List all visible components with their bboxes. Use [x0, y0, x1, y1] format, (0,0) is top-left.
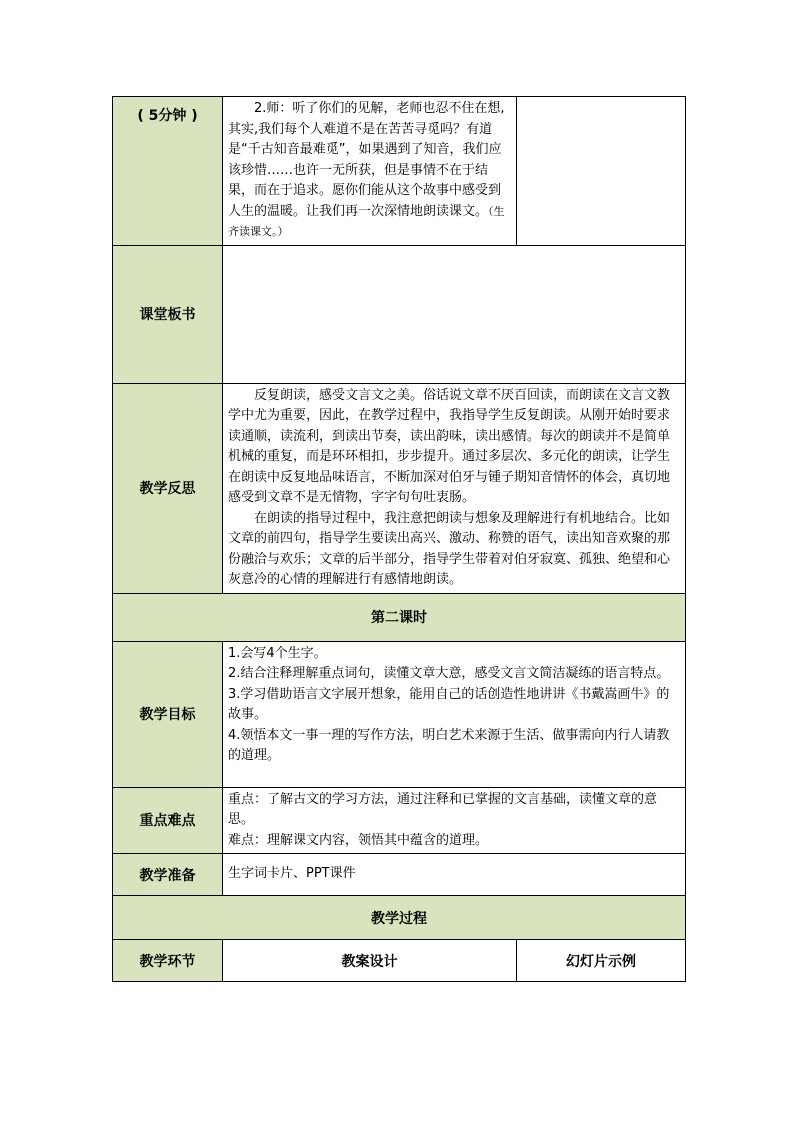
reflection-paragraph: 反复朗读，感受文言文之美。俗话说文章不厌百回读，而朗读在文言文教学中尤为重要，因此，在教学过程中，我指导学生反复朗读。从刚开始时要求读通顺，读流利，到读出节奏，读出韵味，读出感情。每次的朗读并不是简单机械的重复，而是环环相扣，步步提升。通过多层次、多元化的朗读，让学生在朗读中反复地品味语言，不断加深对伯牙与锺子期知音情怀的体会，真切地感受到文章不是无情物，字字句句吐衷肠。	[228, 387, 671, 505]
objective-item: 3.学习借助语言文字展开想象，能用自己的话创造性地讲讲《书戴嵩画牛》的故事。	[228, 686, 670, 722]
reflection-content	[223, 383, 686, 593]
board-label-text: 课堂板书	[139, 307, 196, 323]
process-title-text: 教学过程	[371, 910, 427, 927]
stage-header	[113, 940, 223, 982]
reflection-label	[113, 383, 223, 593]
time-row	[113, 97, 686, 246]
time-slide-cell	[517, 97, 686, 246]
reflection-paragraph: 在朗读的指导过程中，我注意把朗读与想象及理解进行有机地结合。比如文章的前四句，指导学生要读出高兴、激动、称赞的语气，读出知音欢聚的那份融洽与欢乐；文章的后半部分，指导学生带着对伯牙寂寞、孤独、绝望和心灰意冷的心情的理解进行有感情地朗读。	[228, 510, 671, 587]
board-content	[223, 245, 686, 383]
difficulty-text: 难点：理解课文内容，领悟其中蕴含的道理。	[228, 832, 489, 848]
preparation-label	[113, 854, 223, 896]
reflection-row	[113, 383, 686, 593]
objectives-content	[223, 641, 686, 787]
objective-item: 2.结合注释理解重点词句，读懂文章大意，感受文言文简洁凝练的语言特点。	[228, 666, 670, 681]
reflection-label-text: 教学反思	[139, 481, 196, 497]
process-title	[113, 896, 686, 940]
preparation-content	[223, 854, 686, 896]
design-header-text: 教案设计	[341, 953, 398, 970]
preparation-row	[113, 854, 686, 896]
column-header-row	[113, 940, 686, 982]
key-point-text: 重点：了解古文的学习方法，通过注释和已掌握的文言基础，读懂文章的意思。	[228, 791, 658, 827]
lesson-plan-table	[112, 96, 686, 982]
key-points-content	[223, 787, 686, 854]
slides-header	[517, 940, 686, 982]
objectives-row	[113, 641, 686, 787]
preparation-label-text: 教学准备	[139, 867, 196, 884]
key-points-row	[113, 787, 686, 854]
key-points-label	[113, 787, 223, 854]
key-points-label-text: 重点难点	[139, 813, 196, 830]
time-content	[223, 97, 517, 246]
board-label	[113, 245, 223, 383]
second-lesson-title-text: 第二课时	[371, 610, 427, 626]
slides-header-text: 幻灯片示例	[566, 953, 636, 970]
objectives-label	[113, 641, 223, 787]
objective-item: 1.会写4个生字。	[228, 645, 327, 661]
board-row	[113, 245, 686, 383]
second-lesson-title	[113, 593, 686, 641]
objective-item: 4.领悟本文一事一理的写作方法，明白艺术来源于生活、做事需向内行人请教的道理。	[228, 727, 670, 763]
second-lesson-row	[113, 593, 686, 641]
time-label	[113, 97, 223, 246]
objectives-label-text: 教学目标	[139, 707, 196, 723]
stage-header-text: 教学环节	[139, 953, 196, 970]
preparation-text: 生字词卡片、PPT课件	[228, 866, 356, 882]
design-header	[223, 940, 517, 982]
teacher-speech: 2.师：听了你们的见解，老师也忍不住在想,其实,我们每个人难道不是在苦苦寻觅吗？有道是“千古知音最难觅”，如果遇到了知音，我们应该珍惜……也许一无所获，但是事情不在于结果，而在于追求。愿你们能从这个故事中感受到人生的温暖。让我们再一次深情地朗读课文。	[228, 101, 505, 219]
student-reading-note: （生齐读课文。）	[228, 204, 505, 238]
process-row	[113, 896, 686, 940]
time-label-text: ( 5分钟 )	[137, 108, 198, 124]
